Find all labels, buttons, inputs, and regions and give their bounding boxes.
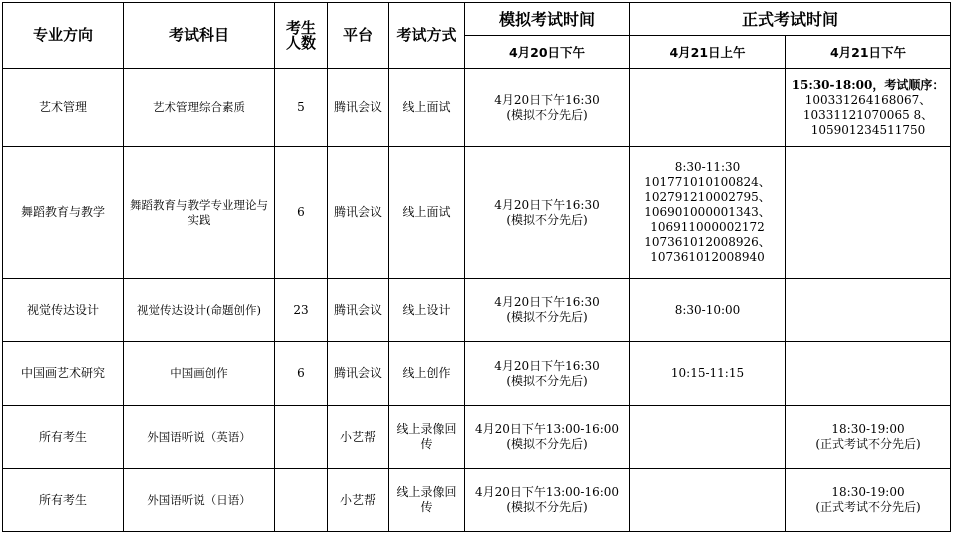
cell-count bbox=[275, 469, 328, 532]
cell-platform: 小艺帮 bbox=[328, 469, 389, 532]
cell-major: 中国画艺术研究 bbox=[3, 342, 124, 406]
cell-formal-pm bbox=[786, 469, 951, 532]
cell-formal-am bbox=[630, 279, 786, 342]
cell-platform: 腾讯会议 bbox=[328, 69, 389, 147]
cell-formal-pm-line: 100331264168067、 bbox=[804, 92, 932, 107]
cell-major: 舞蹈教育与教学 bbox=[3, 147, 124, 279]
header-method: 考试方式 bbox=[389, 3, 465, 69]
cell-mock-time-line: (模拟不分先后) bbox=[506, 107, 588, 122]
cell-mock-time-line: 4月20日下午16:30 bbox=[494, 197, 600, 212]
cell-subject: 外国语听说（英语） bbox=[124, 406, 275, 469]
cell-formal-am-line: 10:15-11:15 bbox=[670, 366, 745, 380]
cell-formal-am-line: 107361012008926、 bbox=[644, 235, 771, 249]
cell-formal-pm-line: 18:30-19:00 bbox=[831, 485, 905, 499]
cell-platform: 腾讯会议 bbox=[328, 147, 389, 279]
cell-formal-am-line: 106911000002172 bbox=[650, 220, 765, 234]
table-row bbox=[3, 469, 951, 532]
cell-formal-am-line: 8:30-10:00 bbox=[674, 302, 741, 317]
cell-formal-am bbox=[630, 69, 786, 147]
cell-count bbox=[275, 406, 328, 469]
cell-formal-am-line: 101771010100824、 bbox=[644, 175, 771, 189]
cell-formal-pm bbox=[786, 69, 951, 147]
cell-formal-pm-line: 18:30-19:00 bbox=[831, 422, 905, 436]
cell-method: 线上录像回传 bbox=[389, 406, 465, 469]
cell-mock-time bbox=[465, 147, 630, 279]
cell-mock-time-line: (模拟不分先后) bbox=[506, 310, 588, 324]
cell-count: 6 bbox=[275, 147, 328, 279]
table-row bbox=[3, 69, 951, 147]
cell-method: 线上录像回传 bbox=[389, 469, 465, 532]
cell-mock-time-line: (模拟不分先后) bbox=[506, 212, 588, 227]
cell-platform: 腾讯会议 bbox=[328, 342, 389, 406]
cell-formal-am-line: 8:30-11:30 bbox=[674, 160, 741, 174]
table-row bbox=[3, 342, 951, 406]
header-formal-pm: 4月21日下午 bbox=[786, 36, 951, 69]
cell-mock-time bbox=[465, 279, 630, 342]
cell-formal-pm-line: 105901234511750 bbox=[810, 122, 926, 137]
cell-formal-am bbox=[630, 406, 786, 469]
cell-formal-pm-heading: 15:30-18:00，考试顺序： bbox=[791, 77, 945, 92]
cell-platform: 腾讯会议 bbox=[328, 279, 389, 342]
cell-major: 艺术管理 bbox=[3, 69, 124, 147]
cell-mock-time-line: 4月20日下午13:00-16:00 bbox=[474, 485, 620, 499]
header-platform: 平台 bbox=[328, 3, 389, 69]
table-body bbox=[3, 69, 951, 532]
cell-mock-time bbox=[465, 69, 630, 147]
header-mock-date: 4月20日下午 bbox=[465, 36, 630, 69]
header-count bbox=[275, 3, 328, 69]
cell-formal-am-line: 107361012008940 bbox=[650, 250, 765, 264]
header-major: 专业方向 bbox=[3, 3, 124, 69]
exam-schedule-table bbox=[2, 2, 951, 532]
cell-mock-time-line: (模拟不分先后) bbox=[506, 373, 588, 388]
cell-formal-am bbox=[630, 147, 786, 279]
header-formal-am: 4月21日上午 bbox=[630, 36, 786, 69]
cell-platform: 小艺帮 bbox=[328, 406, 389, 469]
cell-count: 5 bbox=[275, 69, 328, 147]
cell-formal-am bbox=[630, 342, 786, 406]
cell-subject: 舞蹈教育与教学专业理论与实践 bbox=[124, 147, 275, 279]
cell-mock-time-line: (模拟不分先后) bbox=[506, 437, 588, 451]
cell-subject: 视觉传达设计(命题创作) bbox=[124, 279, 275, 342]
header-row-1 bbox=[3, 3, 951, 36]
cell-formal-pm-line: (正式考试不分先后) bbox=[815, 500, 921, 514]
cell-formal-pm-line: 10331121070065 8、 bbox=[802, 107, 934, 122]
cell-formal-pm bbox=[786, 406, 951, 469]
cell-formal-am bbox=[630, 469, 786, 532]
cell-major: 所有考生 bbox=[3, 469, 124, 532]
header-mock: 模拟考试时间 bbox=[465, 3, 630, 36]
header-count-line1: 考生 bbox=[285, 18, 316, 37]
cell-mock-time bbox=[465, 342, 630, 406]
cell-formal-am-line: 102791210002795、 bbox=[644, 190, 771, 204]
cell-method: 线上面试 bbox=[389, 147, 465, 279]
cell-count: 23 bbox=[275, 279, 328, 342]
cell-major: 视觉传达设计 bbox=[3, 279, 124, 342]
header-count-line2: 人数 bbox=[285, 33, 316, 52]
cell-subject: 外国语听说（日语） bbox=[124, 469, 275, 532]
cell-count: 6 bbox=[275, 342, 328, 406]
cell-formal-pm bbox=[786, 342, 951, 406]
cell-method: 线上设计 bbox=[389, 279, 465, 342]
cell-method: 线上面试 bbox=[389, 69, 465, 147]
cell-major: 所有考生 bbox=[3, 406, 124, 469]
cell-mock-time-line: (模拟不分先后) bbox=[506, 500, 588, 514]
cell-formal-pm bbox=[786, 147, 951, 279]
header-formal: 正式考试时间 bbox=[630, 3, 951, 36]
cell-mock-time-line: 4月20日下午16:30 bbox=[494, 92, 600, 107]
table-row bbox=[3, 147, 951, 279]
cell-method: 线上创作 bbox=[389, 342, 465, 406]
cell-subject: 艺术管理综合素质 bbox=[124, 69, 275, 147]
cell-mock-time-line: 4月20日下午16:30 bbox=[494, 358, 600, 373]
header-subject: 考试科目 bbox=[124, 3, 275, 69]
cell-mock-time-line: 4月20日下午13:00-16:00 bbox=[474, 422, 620, 436]
cell-mock-time bbox=[465, 469, 630, 532]
cell-mock-time bbox=[465, 406, 630, 469]
cell-mock-time-line: 4月20日下午16:30 bbox=[494, 295, 600, 309]
cell-subject: 中国画创作 bbox=[124, 342, 275, 406]
cell-formal-pm-line: (正式考试不分先后) bbox=[815, 437, 921, 451]
table-row bbox=[3, 279, 951, 342]
cell-formal-am-line: 106901000001343、 bbox=[644, 205, 771, 219]
cell-formal-pm bbox=[786, 279, 951, 342]
table-row bbox=[3, 406, 951, 469]
